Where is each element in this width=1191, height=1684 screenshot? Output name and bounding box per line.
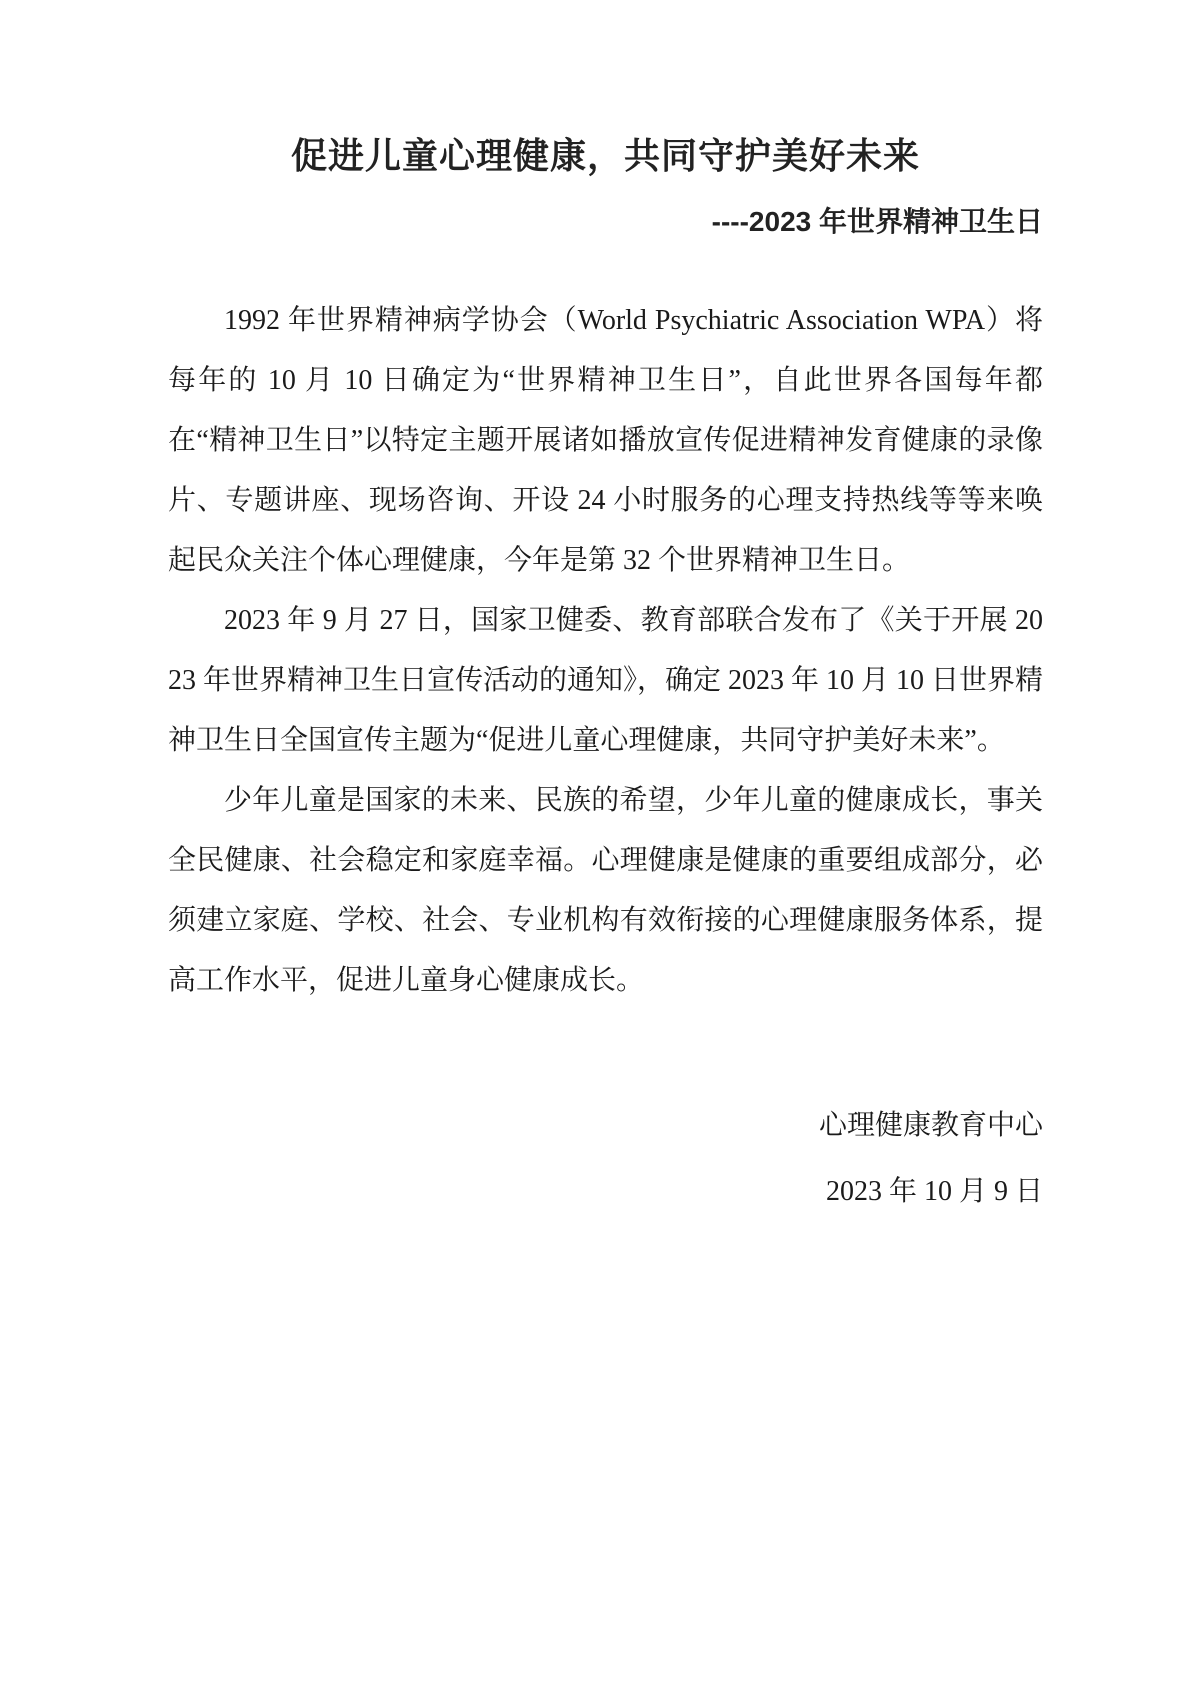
paragraph-3: 少年儿童是国家的未来、民族的希望，少年儿童的健康成长，事关全民健康、社会稳定和家庭幸福。心理健康是健康的重要组成部分，必须建立家庭、学校、社会、专业机构有效衔接的心理健康服务体系，提高工作水平，促进儿童身心健康成长。 — [168, 785, 1043, 996]
signature-date: 2023 年 10 月 9 日 — [825, 1176, 1043, 1207]
document-body — [168, 291, 1043, 1011]
document-subtitle: ----2023 年世界精神卫生日 — [711, 206, 1043, 237]
paragraph-2: 2023 年 9 月 27 日，国家卫健委、教育部联合发布了《关于开展 2023 年世界精神卫生日宣传活动的通知》，确定 2023 年 10 月 10 日世界精神卫生日全国宣传主题为“促进儿童心理健康，共同守护美好未来”。 — [168, 605, 1044, 756]
document-title: 促进儿童心理健康，共同守护美好未来 — [290, 135, 920, 176]
signature-org: 心理健康教育中心 — [818, 1110, 1043, 1141]
signature-block — [168, 1093, 1043, 1225]
paragraph-1: 1992 年世界精神病学协会（World Psychiatric Association WPA）将每年的 10 月 10 日确定为“世界精神卫生日”，自此世界各国每年都在“精神卫生日”以特定主题开展诸如播放宣传促进精神发育健康的录像片、专题讲座、现场咨询、开设 24 小时服务的心理支持热线等等来唤起民众关注个体心理健康，今年是第 32 个世界精神卫生日。 — [168, 305, 1043, 576]
